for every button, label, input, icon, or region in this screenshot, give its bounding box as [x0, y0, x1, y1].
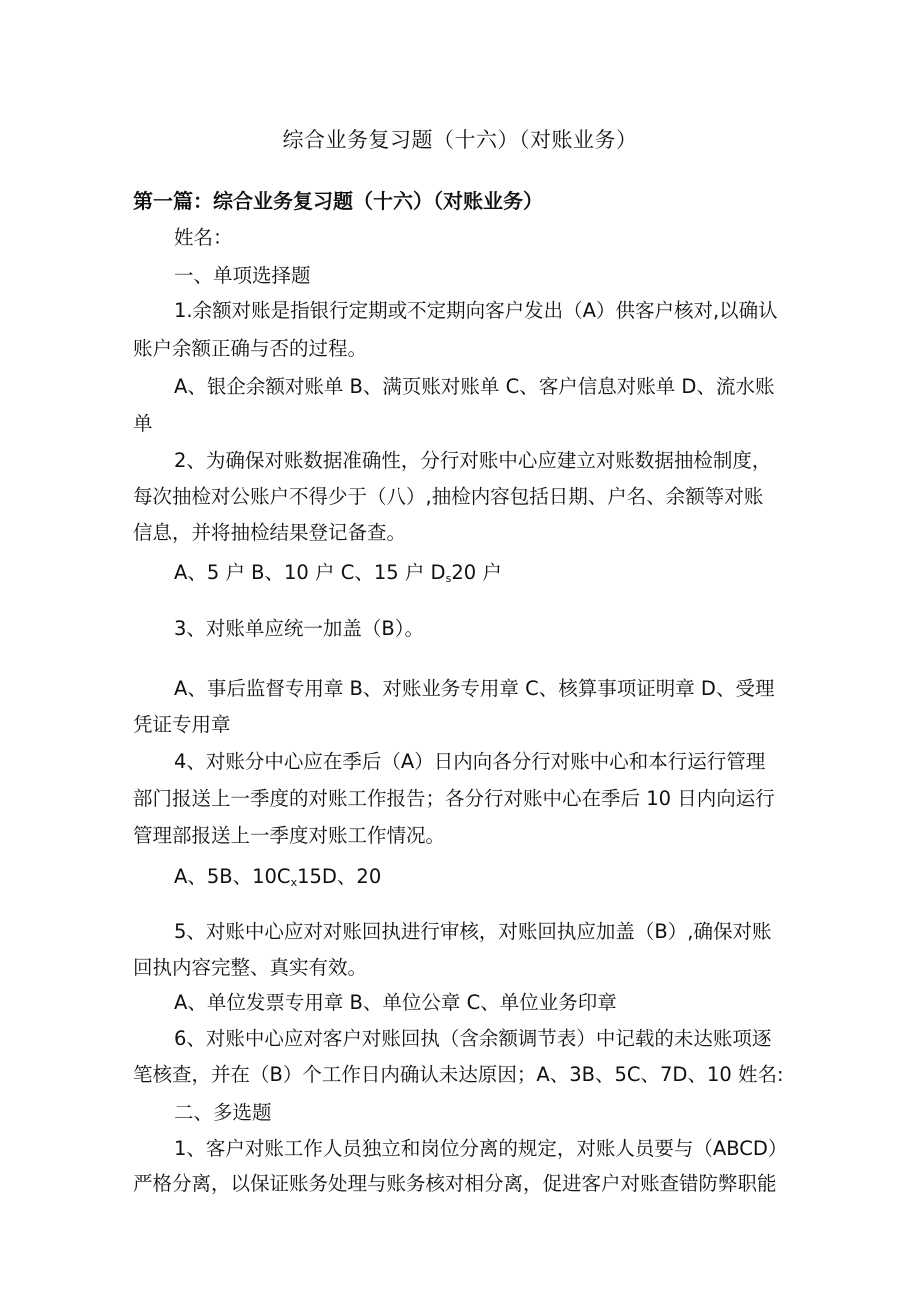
question-4-options-sub: x	[290, 876, 298, 889]
question-6-line-1: 6、对账中心应对客户对账回执（含余额调节表）中记载的未达账项逐	[174, 1027, 772, 1050]
question-4-options	[174, 867, 381, 888]
question-4-line-3: 管理部报送上一季度对账工作情况。	[133, 824, 446, 847]
question-3: 3、对账单应统一加盖（B）。	[174, 617, 425, 640]
name-label: 姓名：	[174, 226, 233, 249]
question-2-line-3: 信息，并将抽检结果登记备查。	[133, 521, 407, 544]
question-4-line-2: 部门报送上一季度的对账工作报告；各分行对账中心在季后 10 日内向运行	[133, 787, 775, 810]
question-2-options	[174, 563, 502, 584]
question-5-options: A、单位发票专用章 B、单位公章 C、单位业务印章	[174, 991, 617, 1014]
question-2-line-1: 2、为确保对账数据准确性，分行对账中心应建立对账数据抽检制度，	[174, 449, 772, 472]
question-1-line-2: 账户余额正确与否的过程。	[133, 337, 368, 360]
question-2-options-tail: 20 户	[451, 561, 502, 584]
section-single-choice: 一、单项选择题	[174, 264, 311, 287]
question-2-options-text: A、5 户 B、10 户 C、15 户 D	[174, 561, 446, 584]
section-heading: 第一篇：综合业务复习题（十六）（对账业务）	[133, 189, 543, 213]
document-title: 综合业务复习题（十六）（对账业务）	[282, 128, 638, 152]
question-4-options-text: A、5B、10C	[174, 865, 291, 888]
multi-question-1-line-1: 1、客户对账工作人员独立和岗位分离的规定，对账人员要与（ABCD）	[174, 1137, 788, 1160]
question-4-options-tail: 15D、20	[297, 865, 382, 888]
section-multiple-choice: 二、多选题	[174, 1101, 272, 1124]
question-1-options-line-1: A、银企余额对账单 B、满页账对账单 C、客户信息对账单 D、流水账	[174, 375, 775, 398]
question-1-line-1: 1.余额对账是指银行定期或不定期向客户发出（A）供客户核对,以确认	[174, 299, 778, 322]
multi-question-1-line-2: 严格分离，以保证账务处理与账务核对相分离，促进客户对账查错防弊职能	[133, 1172, 777, 1195]
question-5-line-2: 回执内容完整、真实有效。	[133, 956, 368, 979]
question-5-line-1: 5、对账中心应对对账回执进行审核，对账回执应加盖（B）,确保对账	[174, 920, 772, 943]
question-4-line-1: 4、对账分中心应在季后（A）日内向各分行对账中心和本行运行管理	[174, 750, 766, 773]
question-6-line-2: 笔核查，并在（B）个工作日内确认未达原因；A、3B、5C、7D、10 姓名:	[133, 1063, 784, 1086]
question-3-options-line-1: A、事后监督专用章 B、对账业务专用章 C、核算事项证明章 D、受理	[174, 677, 775, 700]
question-2-options-sub: s	[445, 572, 452, 585]
question-2-line-2: 每次抽检对公账户不得少于（八）,抽检内容包括日期、户名、余额等对账	[133, 485, 764, 508]
question-3-options-line-2: 凭证专用章	[133, 713, 231, 736]
question-1-options-line-2: 单	[133, 412, 153, 435]
